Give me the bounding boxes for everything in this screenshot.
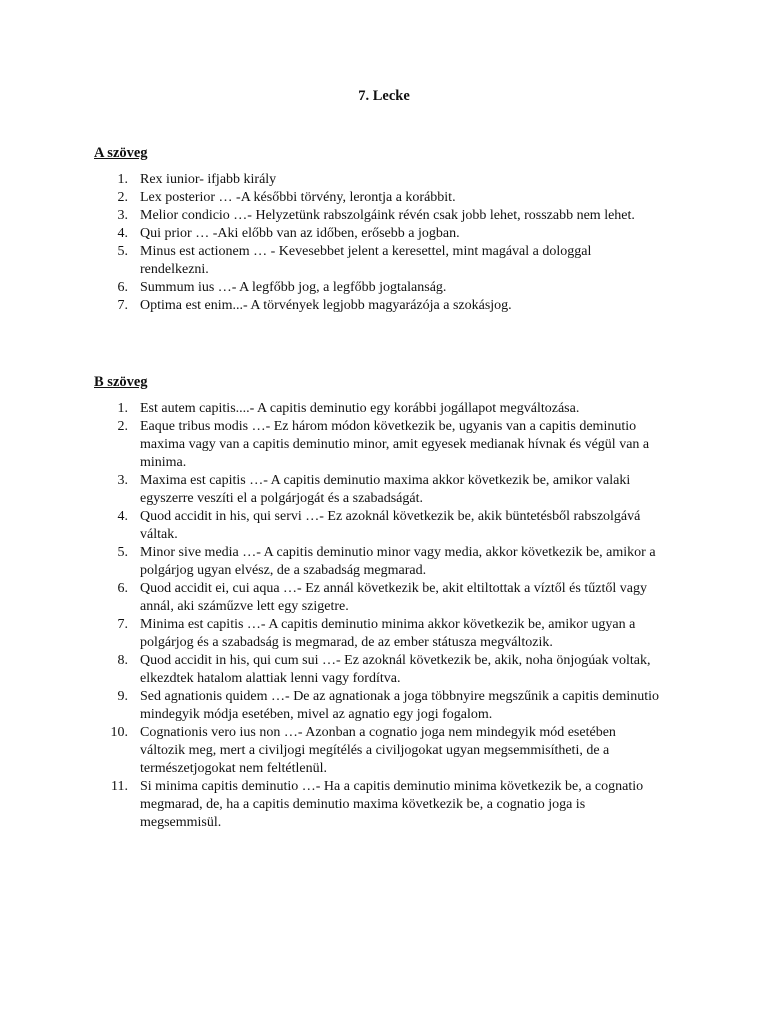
list-item-text: Quod accidit in his, qui cum sui …- Ez azoknál következik be, akik, noha önjogúak voltak, elkezdtek hatalom alattiak lenni vagy fordítva. <box>140 653 651 686</box>
list-item-text: Melior condicio …- Helyzetünk rabszolgáink révén csak jobb lehet, rosszabb nem lehet. <box>140 208 635 223</box>
list-item-number: 2. <box>117 190 128 205</box>
list-item <box>0 400 768 418</box>
list-item <box>0 171 768 189</box>
list-item <box>0 472 768 508</box>
list-item <box>0 778 768 832</box>
list-item <box>0 297 768 315</box>
list-item-text: Lex posterior … -A későbbi törvény, lerontja a korábbit. <box>140 190 456 205</box>
list-item-text: Sed agnationis quidem …- De az agnationak a joga többnyire megszűnik a capitis deminutio mindegyik módja esetében, mivel az agnatio egy jogi fogalom. <box>140 689 660 722</box>
section-b-heading: B szöveg <box>94 374 148 390</box>
list-item-text: Rex iunior- ifjabb király <box>140 172 277 187</box>
list-item-number: 2. <box>117 419 128 434</box>
list-item <box>0 652 768 688</box>
list-item <box>0 189 768 207</box>
list-item-text: Minus est actionem … - Kevesebbet jelent a keresettel, mint magával a dologgal rendelkezni. <box>140 244 592 277</box>
list-item <box>0 279 768 297</box>
list-item-number: 8. <box>117 653 128 668</box>
list-item-number: 4. <box>117 509 128 524</box>
list-item-text: Eaque tribus modis …- Ez három módon következik be, ugyanis van a capitis deminutio maxima vagy van a capitis deminutio minor, amit egyesek medianak hívnak és végül van a minima. <box>140 419 650 470</box>
list-item <box>0 207 768 225</box>
list-item-text: Minima est capitis …- A capitis deminutio minima akkor következik be, amikor ugyan a polgárjog és a szabadság is megmarad, de az ember státusza megváltozik. <box>140 617 636 650</box>
list-item-number: 7. <box>117 617 128 632</box>
list-item-number: 1. <box>117 401 128 416</box>
list-item-text: Si minima capitis deminutio …- Ha a capitis deminutio minima következik be, a cognatio megmarad, de, ha a capitis deminutio maxima következik be, a cognatio joga is megsemmisül. <box>140 779 644 830</box>
list-item <box>0 418 768 472</box>
list-item-text: Optima est enim...- A törvények legjobb magyarázója a szokásjog. <box>140 298 512 313</box>
list-item-text: Est autem capitis....- A capitis deminutio egy korábbi jogállapot megváltozása. <box>140 401 580 416</box>
list-item <box>0 243 768 279</box>
list-item-number: 11. <box>111 779 128 794</box>
list-item <box>0 544 768 580</box>
section-a-heading: A szöveg <box>94 145 148 161</box>
list-item <box>0 580 768 616</box>
list-item <box>0 225 768 243</box>
list-item-number: 6. <box>117 581 128 596</box>
list-item-number: 3. <box>117 208 128 223</box>
list-item-number: 5. <box>117 244 128 259</box>
section-a-list <box>0 171 768 315</box>
list-item-number: 1. <box>117 172 128 187</box>
list-item-number: 4. <box>117 226 128 241</box>
list-item-text: Minor sive media …- A capitis deminutio minor vagy media, akkor következik be, amikor a polgárjog ugyan elvész, de a szabadság megmarad. <box>140 545 656 578</box>
page-title: 7. Lecke <box>358 88 410 104</box>
list-item-number: 7. <box>117 298 128 313</box>
list-item-text: Cognationis vero ius non …- Azonban a cognatio joga nem mindegyik mód esetében változik meg, mert a civiljogi megítélés a civiljogokat ugyan megsemmisítheti, de a természetjogokat nem feltétlenül. <box>140 725 616 776</box>
list-item <box>0 508 768 544</box>
list-item-number: 6. <box>117 280 128 295</box>
list-item-number: 9. <box>117 689 128 704</box>
list-item-text: Summum ius …- A legfőbb jog, a legfőbb jogtalanság. <box>140 280 447 295</box>
list-item-number: 5. <box>117 545 128 560</box>
list-item-text: Quod accidit in his, qui servi …- Ez azoknál következik be, akik büntetésből rabszolgává váltak. <box>140 509 641 542</box>
list-item-number: 10. <box>110 725 128 740</box>
list-item <box>0 724 768 778</box>
list-item-text: Maxima est capitis …- A capitis deminutio maxima akkor következik be, amikor valaki egyszerre veszíti el a polgárjogát és a szabadságát. <box>140 473 631 506</box>
list-item-text: Qui prior … -Aki előbb van az időben, erősebb a jogban. <box>140 226 460 241</box>
section-b-list <box>0 400 768 832</box>
list-item <box>0 616 768 652</box>
list-item <box>0 688 768 724</box>
list-item-text: Quod accidit ei, cui aqua …- Ez annál következik be, akit eltiltottak a víztől és tűztől vagy annál, aki száműzve lett egy szigetre. <box>140 581 647 614</box>
list-item-number: 3. <box>117 473 128 488</box>
